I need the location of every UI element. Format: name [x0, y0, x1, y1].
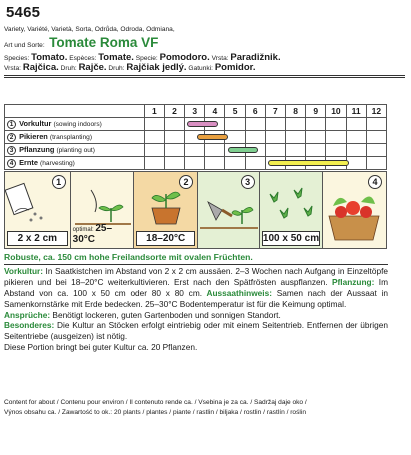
pictogram-planting-distance: [260, 172, 324, 248]
pictogram-planting-tool: [198, 172, 260, 248]
species-value: Paradižnik.: [230, 52, 281, 63]
product-code: 5465: [6, 4, 41, 21]
stage-translation: (transplanting): [49, 134, 93, 142]
stage-number: 3: [7, 146, 16, 155]
content-footer: [4, 398, 404, 417]
optimal-label: optimal:: [72, 227, 94, 233]
month-label: 4: [205, 105, 225, 118]
pictogram-sowing: [5, 172, 71, 248]
month-label: 9: [306, 105, 326, 118]
stage-label: [5, 118, 145, 131]
species-label: Gatunki:: [188, 65, 213, 72]
portion-note: Diese Portion bringt bei guter Kultur ca. 20 Pflanzen.: [4, 342, 198, 353]
variety-labels: Variety, Variété, Varietà, Sorta, Odrůda, Odroda, Odmiana,: [4, 26, 175, 33]
art-label: Art und Sorte:: [4, 42, 45, 49]
stage-label: [5, 131, 145, 144]
species-value: Rajčiak jedlý.: [126, 62, 187, 73]
species-label: Druh:: [108, 65, 125, 72]
month-label: 7: [265, 105, 285, 118]
species-value: Pomidor.: [214, 62, 256, 73]
species-label: Vrsta:: [211, 55, 229, 62]
species-label: Vrsta:: [4, 65, 21, 72]
month-label: 1: [144, 105, 164, 118]
stage-translation: (harvesting): [40, 160, 75, 168]
pictogram-germination: [71, 172, 135, 248]
planting-distance: 100 x 50 cm: [262, 233, 320, 244]
calendar-header-row: [5, 105, 387, 118]
divider: [4, 264, 388, 265]
stage-translation: (sowing indoors): [53, 121, 102, 129]
pictogram-harvest: [323, 172, 386, 248]
stage-name: Pikieren: [19, 132, 48, 142]
calendar-row-sowing: [5, 118, 387, 131]
calendar-row-planting: [5, 144, 387, 157]
stage-translation: (planting out): [56, 147, 95, 155]
species-label: Species:: [4, 55, 30, 62]
aussaat-text: Samen nach der Aussaat in Samenkornstärke mit Erde bedecken. 25–30°C Bodentemperatur ist für die Keimung optimal.: [4, 287, 388, 309]
calendar-row-transplanting: [5, 131, 387, 144]
month-label: 12: [366, 105, 386, 118]
month-label: 11: [346, 105, 366, 118]
pictogram-transplanting: [134, 172, 198, 248]
variety-description: Robuste, ca. 150 cm hohe Freilandsorte mit ovalen Früchten.: [4, 252, 253, 262]
month-label: 2: [164, 105, 184, 118]
month-label: 8: [285, 105, 305, 118]
step-number: 4: [368, 175, 382, 189]
requirements-paragraph: [4, 310, 388, 321]
sowing-distance: 2 x 2 cm: [7, 231, 68, 246]
cultivation-instructions: [4, 252, 388, 353]
pflanzung-text: Im Abstand von ca. 100 x 50 cm oder 80 x 80 cm.: [4, 276, 388, 298]
variety-name: Tomate Roma VF: [49, 35, 159, 50]
species-value: Rajčica.: [22, 62, 59, 73]
pictogram-strip: [4, 171, 387, 249]
species-value: Rajče.: [78, 62, 107, 73]
special-paragraph: [4, 320, 388, 342]
species-line-2: [4, 62, 255, 73]
stage-label: [5, 157, 145, 170]
anspruche-heading: Ansprüche:: [4, 309, 51, 320]
divider: [4, 75, 405, 78]
vorkultur-text: In Saatkistchen im Abstand von 2 x 2 cm aussäen. 2–3 Wochen nach Aufgang in Einzeltöpfe pikieren und bei 18–20°C weiterkultivieren. Erst nach den Spätfrösten auspflanzen.: [4, 265, 388, 287]
stage-name: Ernte: [19, 158, 38, 168]
species-label: Espèces:: [69, 55, 97, 62]
stage-number: 2: [7, 133, 16, 142]
stage-number: 1: [7, 120, 16, 129]
stage-name: Pflanzung: [19, 145, 55, 155]
step-number: 1: [52, 175, 66, 189]
aussaat-heading: Aussaathinweis:: [202, 287, 272, 298]
pflanzung-heading: Pflanzung:: [327, 276, 375, 287]
variety-title-row: [4, 34, 158, 52]
vorkultur-heading: Vorkultur:: [4, 265, 44, 276]
optimal-value: 25–30°C: [72, 223, 113, 245]
month-label: 6: [245, 105, 265, 118]
transplant-temperature: 18–20°C: [136, 231, 195, 246]
month-label: 3: [185, 105, 205, 118]
sowing-calendar: [4, 104, 387, 170]
besonderes-text: Die Kultur an Stöcken erfolgt eintriebig oder mit einem Seitentrieb. Entfernen der übrigen Seitentriebe (ausgeizen) ist nötig.: [4, 320, 388, 342]
species-value: Pomodoro.: [159, 52, 210, 63]
stage-label: [5, 144, 145, 157]
optimal-temperature: [73, 223, 134, 245]
species-value: Tomato.: [31, 52, 68, 63]
step-number: 2: [179, 175, 193, 189]
stage-name: Vorkultur: [19, 119, 52, 129]
species-label: Druh:: [60, 65, 77, 72]
stage-number: 4: [7, 159, 16, 168]
species-value: Tomate.: [98, 52, 134, 63]
species-label: Specie:: [135, 55, 158, 62]
footer-line: Content for about / Contenu pour environ / Il contenuto rende ca. / Vsebina je za ca. / Sadržaj daje oko /: [4, 399, 307, 406]
instruction-paragraph: [4, 266, 388, 310]
anspruche-text: Benötigt lockeren, guten Gartenboden und sonnigen Standort.: [50, 309, 281, 320]
besonderes-heading: Besonderes:: [4, 320, 55, 331]
calendar-row-harvest: [5, 157, 387, 170]
month-label: 10: [326, 105, 346, 118]
step-number: 3: [241, 175, 255, 189]
month-label: 5: [225, 105, 245, 118]
calendar-corner: [5, 105, 145, 118]
footer-line: Výnos obsahu ca. / Zawartość to ok.: 20 plants / plantes / piante / rastlin / biljaka / rostlin / rastlín / roślin: [4, 408, 306, 416]
